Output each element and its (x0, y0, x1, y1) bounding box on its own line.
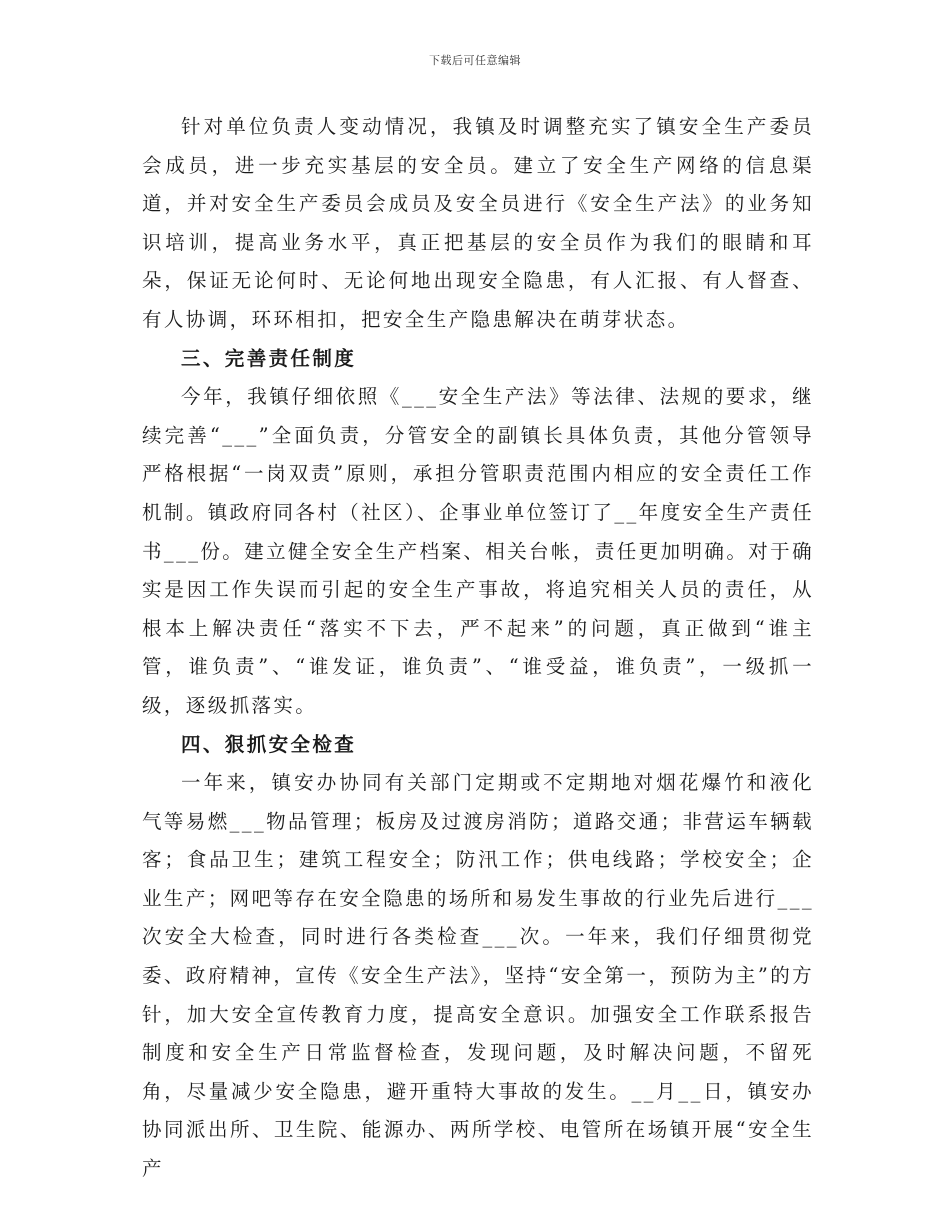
document-body (142, 108, 814, 1189)
page-header-note: 下载后可任意编辑 (429, 54, 521, 67)
section-heading-inspection: 四、狠抓安全检查 (181, 732, 357, 756)
paragraph-responsibility: 今年，我镇仔细依照《___安全生产法》等法律、法规的要求，继续完善“___”全面负责，分管安全的副镇长具体负责，其他分管领导严格根据“一岗双责”原则，承担分管职责范围内相应的安全责任工作机制。镇政府同各村（社区）、企事业单位签订了__年度安全生产责任书___份。建立健全安全生产档案、相关台帐，责任更加明确。对于确实是因工作失误而引起的安全生产事故，将追究相关人员的责任，从根本上解决责任“落实不下去，严不起来”的问题，真正做到“谁主管，谁负责”、“谁发证，谁负责”、“谁受益，谁负责”，一级抓一级，逐级抓落实。 (142, 385, 814, 717)
section-heading-responsibility: 三、完善责任制度 (181, 346, 357, 370)
paragraph-inspection: 一年来，镇安办协同有关部门定期或不定期地对烟花爆竹和液化气等易燃___物品管理；板房及过渡房消防；道路交通；非营运车辆载客；食品卫生；建筑工程安全；防汛工作；供电线路；学校安全；企业生产；网吧等存在安全隐患的场所和易发生事故的行业先后进行___次安全大检查，同时进行各类检查___次。一年来，我们仔细贯彻党委、政府精神，宣传《安全生产法》，坚持“安全第一，预防为主”的方针，加大安全宣传教育力度，提高安全意识。加强安全工作联系报告制度和安全生产日常监督检查，发现问题，及时解决问题，不留死角，尽量减少安全隐患，避开重特大事故的发生。__月__日，镇安办协同派出所、卫生院、能源办、两所学校、电管所在场镇开展“安全生产 (142, 771, 814, 1181)
paragraph-committee: 针对单位负责人变动情况，我镇及时调整充实了镇安全生产委员会成员，进一步充实基层的安全员。建立了安全生产网络的信息渠道，并对安全生产委员会成员及安全员进行《安全生产法》的业务知识培训，提高业务水平，真正把基层的安全员作为我们的眼睛和耳朵，保证无论何时、无论何地出现安全隐患，有人汇报、有人督查、有人协调，环环相扣，把安全生产隐患解决在萌芽状态。 (142, 115, 814, 331)
